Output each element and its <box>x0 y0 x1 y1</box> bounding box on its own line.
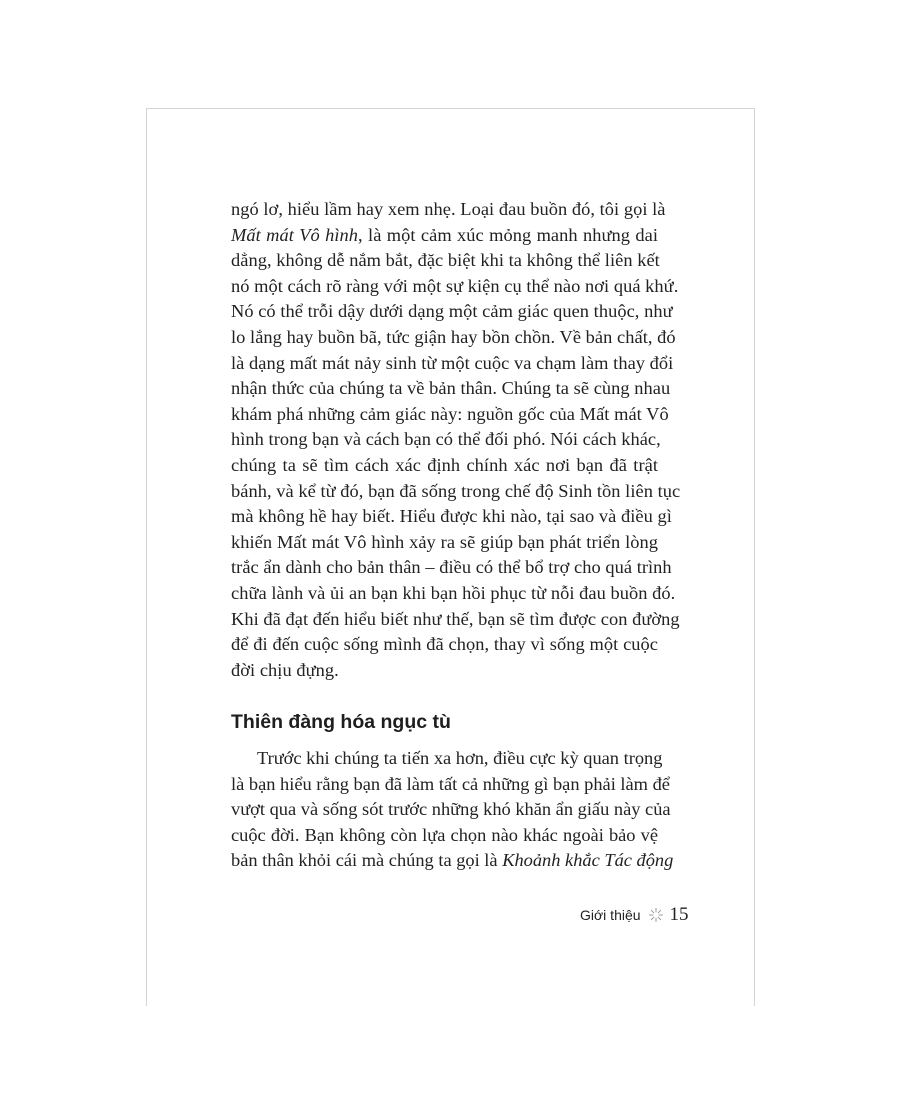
text-line: khiến Mất mát Vô hình xảy ra sẽ giúp bạn phát triển lòng <box>231 531 658 552</box>
text-line: đời chịu đựng. <box>231 659 339 680</box>
text-line: Trước khi chúng ta tiến xa hơn, điều cực kỳ quan trọng <box>257 748 663 768</box>
text-line: Nó có thể trỗi dậy dưới dạng một cảm giác quen thuộc, như <box>231 301 673 322</box>
text-line: chữa lành và ủi an bạn khi bạn hồi phục từ nỗi đau buồn đó. <box>231 582 676 603</box>
text-line <box>231 223 658 249</box>
text-line: cuộc đời. Bạn không còn lựa chọn nào khác ngoài bảo vệ <box>231 824 658 845</box>
sunburst-ornament-icon <box>648 907 664 923</box>
text-line: là dạng mất mát nảy sinh từ một cuộc va chạm làm thay đổi <box>231 352 674 373</box>
italic-term: Mất mát Vô hình <box>231 224 359 245</box>
text-line: dẳng, không dễ nắm bắt, đặc biệt khi ta không thể liên kết <box>231 250 660 271</box>
paragraph-section <box>231 746 674 874</box>
italic-term: Khoảnh khắc Tác động <box>502 850 674 871</box>
text-line <box>231 848 674 874</box>
section-heading: Thiên đàng hóa ngục tù <box>231 711 451 733</box>
page-number: 15 <box>669 904 689 925</box>
running-footer <box>580 902 689 928</box>
text-line: trắc ẩn dành cho bản thân – điều có thể bổ trợ cho quá trình <box>231 557 672 578</box>
text-line: nó một cách rõ ràng với một sự kiện cụ thể nào nơi quá khứ. <box>231 275 679 296</box>
text-fragment: bản thân khỏi cái mà chúng ta gọi là <box>231 850 503 871</box>
text-line: bánh, và kể từ đó, bạn đã sống trong chế độ Sinh tồn liên tục <box>231 480 681 501</box>
section-label: Giới thiệu <box>580 907 641 923</box>
text-line: khám phá những cảm giác này: nguồn gốc của Mất mát Vô <box>231 403 669 424</box>
text-line: để đi đến cuộc sống mình đã chọn, thay vì sống một cuộc <box>231 634 658 655</box>
text-line: hình trong bạn và cách bạn có thể đối phó. Nói cách khác, <box>231 429 661 450</box>
text-line: nhận thức của chúng ta về bản thân. Chúng ta sẽ cùng nhau <box>231 378 671 399</box>
text-line: ngó lơ, hiểu lầm hay xem nhẹ. Loại đau buồn đó, tôi gọi là <box>231 199 666 219</box>
text-line: mà không hề hay biết. Hiểu được khi nào, tại sao và điều gì <box>231 506 672 527</box>
paragraph-intro <box>231 197 681 683</box>
text-line: vượt qua và sống sót trước những khó khăn ẩn giấu này của <box>231 799 671 820</box>
text-fragment: , là một cảm xúc mỏng manh nhưng dai <box>358 224 658 245</box>
text-line: lo lắng hay buồn bã, tức giận hay bồn chồn. Về bản chất, đó <box>231 326 676 347</box>
text-line: Khi đã đạt đến hiểu biết như thế, bạn sẽ tìm được con đường <box>231 608 680 629</box>
text-line: chúng ta sẽ tìm cách xác định chính xác nơi bạn đã trật <box>231 454 658 475</box>
text-line: là bạn hiểu rằng bạn đã làm tất cả những gì bạn phải làm để <box>231 773 670 794</box>
